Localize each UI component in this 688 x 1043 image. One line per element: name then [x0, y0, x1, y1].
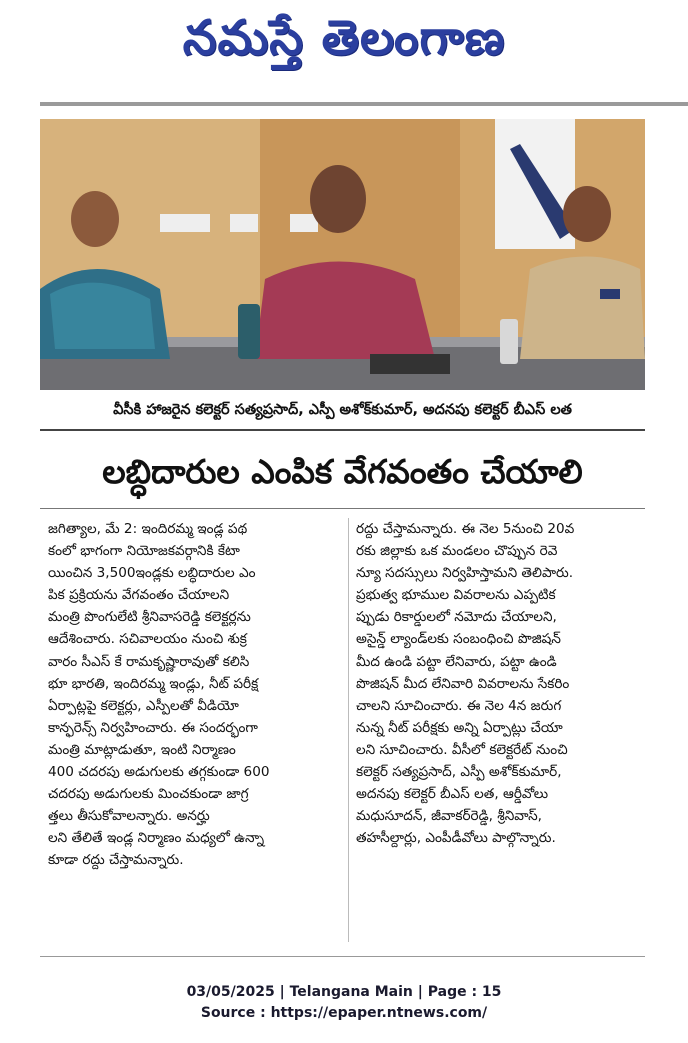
article-line: ప్పుడు రికార్డులలో నమోదు చేయాలని, [356, 609, 557, 626]
article-line: మంత్రి పొంగులేటి శ్రీనివాసరెడ్డి కలెక్టర్లను [48, 609, 251, 626]
headline-rule [40, 508, 645, 509]
article-line: కాన్ఫరెన్స్ నిర్వహించారు. ఈ సందర్భంగా [48, 719, 258, 736]
newspaper-logo: నమస్తే తెలంగాణ [182, 10, 506, 66]
bottom-rule [40, 956, 645, 957]
article-line: ఆదేశించారు. సచివాలయం నుంచి శుక్ర [48, 631, 247, 648]
article-line: తహసీల్దార్లు, ఎంపీడీవోలు పాల్గొన్నారు. [356, 830, 556, 847]
article-line: పొజిషన్ మీద లేనివారి వివరాలను సేకరిం [356, 675, 570, 692]
article-line: కంలో భాగంగా నియోజకవర్గానికి కేటా [48, 543, 240, 560]
news-photo [40, 119, 645, 390]
article-line: లని సూచించారు. వీసీలో కలెక్టరేట్ నుంచి [356, 741, 568, 758]
article-line: పిక ప్రక్రియను వేగవంతం చేయాలని [48, 587, 230, 604]
article-line: లని తేలితే ఇండ్ల నిర్మాణం మధ్యలో ఉన్నా [48, 830, 265, 847]
article-column-left [48, 518, 338, 872]
top-rule [40, 102, 688, 106]
article-line: వారం సీఎస్ కే రామకృష్ణారావుతో కలిసి [48, 653, 250, 670]
article-line: యించిన 3,500ఇండ్లకు లబ్ధిదారుల ఎం [48, 565, 256, 582]
article-line: రద్దు చేస్తామన్నారు. ఈ నెల 5నుంచి 20వ [356, 521, 575, 537]
article-line: మంత్రి మాట్లాడుతూ, ఇంటి నిర్మాణం [48, 741, 236, 758]
column-divider [348, 518, 349, 942]
article-line: అసైన్డ్ ల్యాండ్‌లకు సంబంధించి పొజిషన్ [356, 631, 561, 648]
article-line: త్తలు తీసుకోవాలన్నారు. అనర్హు [48, 808, 210, 825]
caption-rule [40, 429, 645, 431]
article-line: నున్న నీట్ పరీక్షకు అన్ని ఏర్పాట్లు చేయా [356, 719, 563, 736]
article-line: అదనపు కలెక్టర్ బీఎస్ లత, ఆర్డీవోలు [356, 786, 549, 803]
article-line: 400 చదరపు అడుగులకు తగ్గకుండా 600 [48, 764, 270, 781]
article-line: చాలని సూచించారు. ఈ నెల 4న జరుగ [356, 697, 562, 714]
footer-edition-info: 03/05/2025 | Telangana Main | Page : 15 [186, 984, 502, 1000]
article-line: కలెక్టర్ సత్యప్రసాద్, ఎస్పీ అశోక్‌కుమార్, [356, 764, 562, 781]
article-line: చదరపు అడుగులకు మించకుండా జాగ్ర [48, 786, 249, 803]
photo-caption: వీసీకి హాజరైన కలెక్టర్ సత్యప్రసాద్, ఎస్పీ అశోక్‌కుమార్, అదనపు కలెక్టర్ బీఎస్ లత [113, 402, 572, 418]
article-line: భూ భారతి, ఇందిరమ్మ ఇండ్లు, నీట్ పరీక్ష [48, 675, 259, 692]
article-line: మీద ఉండి పట్టా లేనివారు, పట్టా ఉండి [356, 653, 557, 670]
article-line: ప్రభుత్వ భూముల వివరాలను ఎప్పటిక [356, 587, 556, 604]
article-line: జగిత్యాల, మే 2: ఇందిరమ్మ ఇండ్ల పథ [48, 521, 248, 537]
article-headline: లబ్ధిదారుల ఎంపిక వేగవంతం చేయాలి [102, 452, 583, 491]
article-column-right [356, 518, 646, 849]
article-line: కూడా రద్దు చేస్తామన్నారు. [48, 852, 184, 869]
masthead [0, 0, 688, 80]
article-line: న్యూ సదస్సులు నిర్వహిస్తామని తెలిపారు. [356, 565, 574, 582]
footer-source: Source : https://epaper.ntnews.com/ [200, 1005, 488, 1021]
article-line: రకు జిల్లాకు ఒక మండలం చొప్పున రెవె [356, 543, 558, 560]
article-line: మధుసూదన్, జీవాకర్‌రెడ్డి, శ్రీనివాస్, [356, 808, 542, 825]
article-line: ఏర్పాట్లపై కలెక్టర్లు, ఎస్పీలతో వీడియో [48, 697, 239, 714]
